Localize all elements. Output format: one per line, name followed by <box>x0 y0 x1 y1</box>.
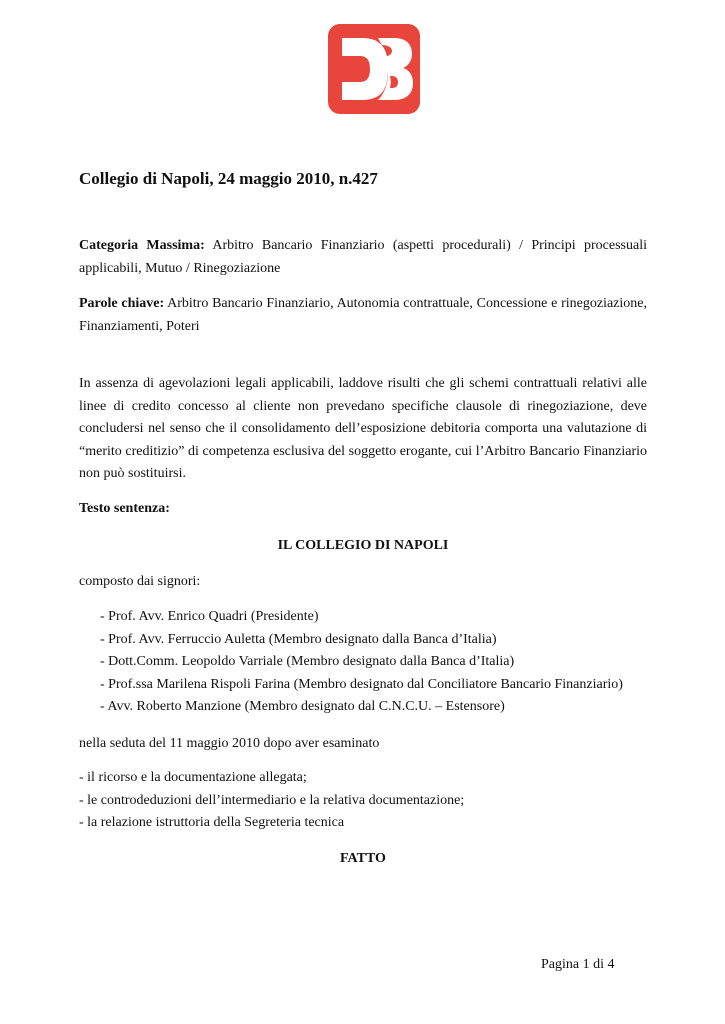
reviewed-list <box>79 767 647 835</box>
member-item: - Prof.ssa Marilena Rispoli Farina (Membro designato dal Conciliatore Bancario Finanziario) <box>100 676 623 692</box>
document-title: Collegio di Napoli, 24 maggio 2010, n.427 <box>79 169 378 188</box>
parole-label: Parole chiave: <box>79 296 165 311</box>
member-item: - Avv. Roberto Manzione (Membro designato dal C.N.C.U. – Estensore) <box>100 699 505 714</box>
member-item: - Dott.Comm. Leopoldo Varriale (Membro designato dalla Banca d’Italia) <box>100 654 515 669</box>
abstract-paragraph: In assenza di agevolazioni legali applicabili, laddove risulti che gli schemi contrattuali relativi alle linee di credito concesso al cliente non prevedano specifiche clausole di rinegoziazione, deve concludersi nel senso che il consolidamento dell’esposizione debitoria comporta una valutazione di “merito creditizio” di competenza esclusiva del soggetto erogante, cui l’Arbitro Bancario Finanziario non può sostituirsi. <box>79 376 647 481</box>
reviewed-item: - la relazione istruttoria della Segreteria tecnica <box>79 815 345 830</box>
page-number: Pagina 1 di 4 <box>541 957 615 972</box>
reviewed-item: - il ricorso e la documentazione allegata; <box>79 770 307 785</box>
testo-sentenza-label: Testo sentenza: <box>79 501 170 516</box>
fatto-heading: FATTO <box>340 851 386 866</box>
parole-chiave <box>79 293 647 338</box>
member-item: - Prof. Avv. Enrico Quadri (Presidente) <box>100 609 319 624</box>
member-item: - Prof. Avv. Ferruccio Auletta (Membro designato dalla Banca d’Italia) <box>100 631 497 647</box>
members-list <box>79 606 668 719</box>
categoria-text: Arbitro Bancario Finanziario (aspetti procedurali) / Principi processuali applicabili, Mutuo / Rinegoziazione <box>79 238 647 276</box>
composto-text: composto dai signori: <box>79 574 201 589</box>
reviewed-item: - le controdeduzioni dell’intermediario e la relativa documentazione; <box>79 792 465 808</box>
parole-text: Arbitro Bancario Finanziario, Autonomia contrattuale, Concessione e rinegoziazione, Finanziamenti, Poteri <box>79 296 647 334</box>
seduta-text: nella seduta del 11 maggio 2010 dopo aver esaminato <box>79 736 380 751</box>
categoria-label: Categoria Massima: <box>79 238 205 253</box>
categoria-massima <box>79 235 647 280</box>
db-logo-icon <box>328 24 420 114</box>
collegio-heading: IL COLLEGIO DI NAPOLI <box>277 538 449 553</box>
